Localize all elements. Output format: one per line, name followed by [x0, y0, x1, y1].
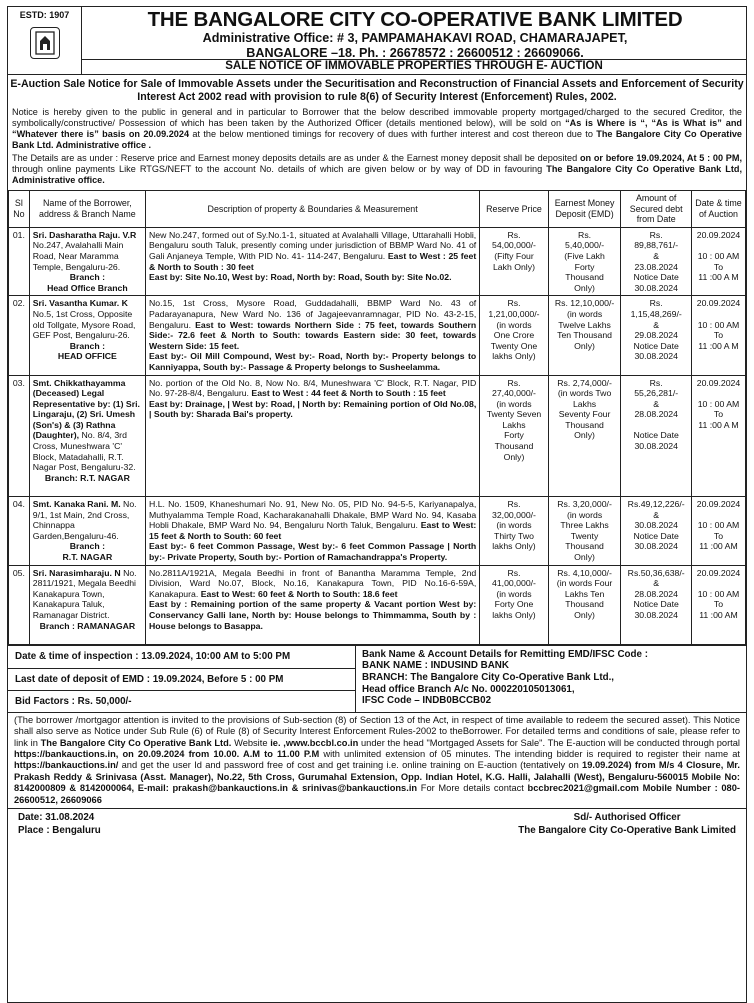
- cell-borrower: [29, 497, 145, 566]
- bank-details-title: Bank Name & Account Details for Remitting EMD/IFSC Code :: [362, 648, 648, 660]
- emd-line: Lakhs: [572, 398, 597, 409]
- auction-line: 11 :00 A M: [698, 272, 739, 283]
- bid-factors: Bid Factors : Rs. 50,000/-: [8, 690, 355, 712]
- auction-line: 20.09.2024: [696, 499, 741, 510]
- auction-line: [695, 309, 742, 320]
- footer-date: Date: 31.08.2024: [18, 812, 95, 823]
- branch-name: [33, 631, 142, 642]
- reserve-line: Rs.: [507, 567, 521, 578]
- auction-line: 11 :00 A M: [698, 340, 739, 351]
- emd-line: (in words: [566, 509, 603, 520]
- header-reserve: Reserve Price: [480, 191, 549, 228]
- secured-line: 89,88,761/-: [634, 240, 679, 251]
- intro-bold: The Bangalore City Co Operative Bank Ltd. Administrative office .: [12, 129, 743, 150]
- emd-line: Only): [574, 552, 595, 562]
- property-boundaries: East by:- 6 feet Common Passage, West by:- 6 feet Common Passage | North by:- Private Property, South by:- Portion of Ramachandrappa's Property.: [149, 541, 477, 562]
- reserve-line: Twenty Seven: [486, 409, 542, 420]
- subtitle: E-Auction Sale Notice for Sale of Immovable Assets under the Securitisation and Reconstruction of Financial Assets and Enforcement of Security Interest Act 2002 read with provision to rule 8(6) of Security Interest (Enforcement) Rules, 2002.: [10, 78, 744, 103]
- cell-reserve-price: [480, 296, 549, 375]
- emd-line: Ten Thousand: [557, 330, 613, 341]
- cell-borrower: [29, 375, 145, 497]
- cell-emd: [548, 227, 621, 296]
- auction-line: [695, 240, 742, 251]
- emd-line: Rs. 12,10,000/-: [554, 298, 615, 309]
- cell-secured-debt: [621, 375, 692, 497]
- cell-emd: [548, 296, 621, 375]
- reserve-line: (in words: [496, 398, 532, 409]
- note-text: under the head "Mortgaged Assets for Sale". The E-auction will be conducted through portal: [358, 737, 740, 748]
- property-boundaries: East by: Site No.10, West by: Road, North by: Road, South by: Site No.02.: [149, 272, 452, 283]
- property-measurement: East to West : 44 feet & North to South : 15 feet: [251, 388, 446, 399]
- reserve-line: lakhs Only): [492, 609, 536, 620]
- property-boundaries: East by: Drainage, | West by: Road, | North by: Remaining portion of Old No.08, | South by: Sharada Bai's property.: [149, 398, 477, 420]
- auction-line: To: [713, 261, 724, 272]
- branch-label: Branch : RAMANAGAR: [39, 620, 136, 631]
- borrower-name: Sri. Vasantha Kumar. K: [32, 298, 128, 309]
- property-description: No. portion of the Old No. 8, Now No. 8/4, Muneshwara 'C' Block, R.T. Nagar, PID No. 97-28-8/4, Bengaluru.: [149, 377, 477, 399]
- auction-line: 10 : 00 AM: [697, 520, 740, 531]
- cell-sl: 05.: [9, 565, 30, 644]
- emd-line: (Five Lakh: [564, 250, 605, 261]
- secured-line: Notice Date: [633, 599, 679, 610]
- secured-line: Notice Date: [633, 430, 679, 441]
- cell-emd: [548, 565, 621, 644]
- note-text: (The borrower /mortgagor attention is invited to the provisions of Sub-section (8) of Section 13 of the Act, in respect of time available to redeem the secured asset). This Notice shall also serve as Notice under Sub Rule (6) of Rule (8) of Security Interest Enforcement Rules-2002 to theBorrower. For detailed terms and conditions of sale, please refer to link in: [14, 714, 740, 748]
- auction-line: 10 : 00 AM: [697, 250, 740, 261]
- reserve-line: 32,00,000/-: [492, 509, 536, 520]
- auction-line: 20.09.2024: [696, 377, 741, 388]
- property-description: H.L. No. 1509, Khaneshumari No. 91, New No. 05, PID No. 94-5-5, Kariyanapalya, Muthyalamma Temple Road, Kacharakanahalli Dhakale, BMP Ward No. 94, Kasaba Hobli Dhakale, BMP Ward No. 94, Bengaluru North Taluk, Bengaluru.: [149, 499, 477, 531]
- property-measurement: East to West: towards Northern Side : 75 feet, towards Southern Side:- 72.6 feet & North to South: towards Eastern side: 30 feet, towards Western Side: 15 feet.: [149, 319, 477, 351]
- table-row: [9, 497, 746, 566]
- note-bold: 19.09.2024) from M/s 4 Closure, Mr. Prakash Reddy & Srinivasa (Asst. Manager), No.22, 5th Cross, Gurumahal Extension, Opp. Indian Hotel, K.G. Halli, Jalahalli (West), Bengaluru-560015 Mobile No: 8142000809 & 8142000064, E-mail: prakash@bankauctions.in & srinivas@bankauctions.in: [14, 760, 740, 794]
- emd-line: Twenty: [570, 530, 599, 541]
- reserve-line: Thousand: [494, 441, 534, 452]
- secured-line: 30.08.2024: [634, 441, 678, 452]
- auction-line: [695, 510, 742, 521]
- cell-borrower: [29, 565, 145, 644]
- emd-line: Thousand: [565, 419, 604, 430]
- property-description: No.2811A/1921A, Megala Beedhi in front of Banantha Maramma Temple, 2nd Division, Ward No.07, Block, No.16, Kanakapura Town, PID No.16-6-59A, Kanakapura.: [149, 567, 477, 599]
- table-row: [9, 375, 746, 497]
- property-table: [8, 190, 746, 645]
- cell-secured-debt: [621, 497, 692, 566]
- branch-name: Head Office Branch: [47, 282, 128, 293]
- bank-details-section: [8, 645, 746, 712]
- cell-description: [146, 296, 480, 375]
- emd-line: Three Lakhs: [560, 520, 609, 531]
- bank-logo-icon: [30, 27, 60, 59]
- cell-reserve-price: [480, 375, 549, 497]
- secured-line: &: [653, 398, 660, 409]
- branch-label: Branch :: [69, 272, 105, 283]
- table-row: [9, 565, 746, 644]
- header-secured: Amount of Secured debt from Date: [621, 191, 692, 228]
- branch-label: Branch: R.T. NAGAR: [44, 472, 130, 483]
- emd-line: Forty: [574, 261, 595, 272]
- emd-line: Only): [574, 609, 595, 620]
- reserve-line: (in words: [496, 588, 532, 599]
- cell-borrower: [29, 296, 145, 375]
- cell-reserve-price: [480, 497, 549, 566]
- estd-label: ESTD: 1907: [19, 10, 70, 20]
- branch-name: [33, 483, 142, 494]
- cell-emd: [548, 497, 621, 566]
- cell-description: [146, 227, 480, 296]
- auction-line: To: [713, 409, 724, 420]
- intro-bold: The Bangalore City Co Operative Bank Ltd, Administrative office.: [12, 164, 743, 185]
- property-measurement: East to West: 15 feet & North to South: 60 feet: [149, 520, 477, 541]
- property-boundaries: East by:- Oil Mill Compound, West by:- Road, North by:- Property belongs to Kanniyappa, South by:- Passage & Property belongs to Susheelamma.: [149, 351, 477, 372]
- auction-line: To: [713, 599, 724, 610]
- reserve-line: Forty: [504, 430, 524, 441]
- header-auction: Date & time of Auction: [691, 191, 745, 228]
- emd-line: Thousand: [565, 599, 604, 610]
- emd-line: Only): [574, 282, 595, 293]
- note-text: For More details contact: [417, 783, 528, 794]
- cell-reserve-price: [480, 565, 549, 644]
- header-sl: Sl No: [9, 191, 30, 228]
- secured-line: &: [653, 509, 660, 520]
- reserve-line: lakhs Only): [492, 351, 536, 362]
- branch-label: Branch :: [69, 541, 105, 552]
- table-header-row: [9, 191, 746, 228]
- note-bold: The Bangalore City Co Operative Bank Ltd.: [40, 737, 232, 748]
- auction-line: To: [713, 530, 724, 541]
- borrower-address: No. 8/4, 3rd Cross, Muneshwara 'C' Block, Matadahalli, R.T. Nagar Post, Bengaluru-32.: [32, 430, 136, 473]
- emd-last-date: Last date of deposit of EMD : 19.09.2024, Before 5 : 00 PM: [8, 668, 355, 690]
- reserve-line: 1,21,00,000/-: [488, 308, 540, 319]
- branch-name: R.T. NAGAR: [62, 552, 113, 562]
- emd-line: Only): [574, 430, 595, 441]
- header: [8, 7, 746, 75]
- property-measurement: East to West: 60 feet & North to South: 18.6 feet: [200, 588, 398, 599]
- reserve-line: 41,00,000/-: [492, 578, 536, 589]
- secured-line: 1,15,48,269/-: [630, 308, 682, 319]
- intro-text: through online payments Like RTGS/NEFT to the account No. details of which are given below or by way of DD in favouring: [12, 164, 547, 174]
- borrower-name: Sri. Narasimharaju. N: [32, 567, 121, 578]
- borrower-address: No. 9/1, 1st Main, 2nd Cross, Chinnappa Garden,Bengaluru-46.: [32, 499, 137, 541]
- emd-line: Rs. 4,10,000/-: [557, 567, 612, 578]
- secured-line: 29.08.2024: [634, 330, 678, 341]
- intro-paragraph-2: [8, 152, 746, 187]
- cell-description: [146, 497, 480, 566]
- reserve-line: Thirty Two: [494, 530, 534, 541]
- ifsc-line: IFSC Code – INDB0BCCB02: [362, 695, 492, 707]
- intro-bold: on or before 19.09.2024, At 5 : 00 PM,: [579, 153, 742, 163]
- reserve-line: Lakh Only): [492, 261, 535, 272]
- header-desc: Description of property & Boundaries & Measurement: [146, 191, 480, 228]
- secured-line: Notice Date: [633, 272, 679, 283]
- borrower-address: No.247, Avalahalli Main Road, Near Maramma Temple, Bengaluru-26.: [32, 240, 124, 272]
- portal-link[interactable]: https://bankauctions.in, on 20.09.2024 from 10.00. A.M to 11.00 P.M: [14, 748, 320, 759]
- intro-text: The Details are as under : Reserve price and Earnest money deposits details are as under & the Earnest money deposit shall be deposited: [12, 153, 580, 163]
- emd-line: Lakhs Ten: [564, 588, 605, 599]
- reserve-line: 54,00,000/-: [492, 240, 536, 251]
- emd-line: Only): [574, 340, 595, 351]
- cell-sl: 01.: [9, 227, 30, 296]
- table-row: [9, 227, 746, 296]
- secured-line: 23.08.2024: [634, 261, 678, 272]
- cell-sl: 03.: [9, 375, 30, 497]
- reserve-line: 27,40,000/-: [492, 388, 536, 399]
- secured-line: Rs.: [649, 377, 663, 388]
- borrower-name: Sri. Dasharatha Raju. V.R: [32, 229, 137, 240]
- cell-auction-time: [691, 565, 745, 644]
- secured-line: 28.08.2024: [634, 409, 678, 420]
- address-line-2: BANGALORE –18. Ph. : 26678572 : 26600512 : 26609066.: [246, 46, 584, 60]
- secured-line: 30.08.2024: [634, 541, 678, 552]
- emd-line: Rs. 3,20,000/-: [557, 499, 612, 510]
- header-emd: Earnest Money Deposit (EMD): [548, 191, 621, 228]
- secured-line: Rs.49,12,226/-: [627, 499, 685, 510]
- reserve-line: (in words: [496, 319, 532, 330]
- reserve-line: Rs.: [507, 499, 521, 510]
- secured-line: &: [653, 250, 660, 261]
- cell-description: [146, 375, 480, 497]
- auction-line: To: [713, 330, 724, 341]
- secured-line: Rs.50,36,638/-: [627, 567, 685, 578]
- sale-title: SALE NOTICE OF IMMOVABLE PROPERTIES THROUGH E- AUCTION: [82, 59, 746, 74]
- property-measurement: East to West : 25 feet & North to South : 30 feet: [149, 250, 477, 272]
- reserve-line: Rs.: [507, 229, 521, 240]
- auction-line: 20.09.2024: [696, 298, 741, 309]
- auction-line: [695, 388, 742, 399]
- secured-line: Notice Date: [633, 530, 679, 541]
- signature-line: Sd/- Authorised Officer: [573, 812, 681, 823]
- property-description: New No.247, formed out of Sy.No.1-1, situated at Avalahalli Village, Uttarahalli Hobli, Bengaluru south Taluk, presently coming under jurisdiction of BBMP Ward No. 41 of Gali Anjaneya Temple, With PID No. 41- 114-247, Bengaluru.: [149, 229, 477, 261]
- cell-auction-time: [691, 227, 745, 296]
- emd-line: Seventy Four: [558, 409, 611, 420]
- cell-emd: [548, 375, 621, 497]
- reserve-line: One Crore: [493, 330, 535, 341]
- intro-text: Notice is hereby given to the public in general and in particular to Borrower that the below described immovable property mortgaged/charged to the secured Creditor, the symbolically/constructive/ Possession of which has been taken by the Authorized Officer (details mentioned below), will be sold on: [12, 107, 742, 128]
- emd-line: Thousand: [565, 541, 604, 552]
- bank-name: THE BANGALORE CITY CO-OPERATIVE BANK LIMITED: [147, 8, 683, 31]
- emd-line: Rs. 2,74,000/-: [557, 377, 612, 388]
- footer-org: The Bangalore City Co-Operative Bank Limited: [518, 824, 736, 836]
- footer: [8, 808, 746, 840]
- header-name: Name of the Borrower, address & Branch Name: [29, 191, 145, 228]
- cell-secured-debt: [621, 296, 692, 375]
- secured-line: 30.08.2024: [634, 351, 678, 362]
- secured-line: [624, 420, 688, 431]
- reserve-line: Rs.: [507, 298, 521, 309]
- cell-secured-debt: [621, 565, 692, 644]
- address-line-1: Administrative Office: # 3, PAMPAMAHAKAVI ROAD, CHAMARAJAPET,: [202, 31, 628, 45]
- note-text: Website: [231, 737, 271, 748]
- emd-line: Rs.: [578, 229, 592, 240]
- emd-line: Twelve Lakhs: [558, 319, 611, 330]
- emd-line: (in words Four: [556, 578, 613, 589]
- auction-line: 11 :00 AM: [699, 609, 738, 620]
- note-text: and get the user Id and password free of cost and get training i.e. online training on E-auction (tentatively on: [118, 760, 583, 771]
- contact-email[interactable]: bccbrec2021@gmail.com Mobile Number : 080-26600512, 26609066: [14, 783, 740, 805]
- secured-line: Notice Date: [633, 340, 679, 351]
- borrower-name: Smt. Chikkathayamma (Deceased) Legal Representative by: (1) Sri. Lingaraju, (2) Sri. Umesh (Son's) & (3) Rathna (Daughter),: [32, 377, 140, 441]
- cell-auction-time: [691, 375, 745, 497]
- terms-note: [8, 712, 746, 808]
- secured-line: Rs.: [649, 229, 663, 240]
- cell-reserve-price: [480, 227, 549, 296]
- auction-line: 11 :00 AM: [699, 541, 738, 552]
- reserve-line: lakhs Only): [492, 541, 536, 552]
- emd-line: Thousand: [565, 272, 604, 283]
- emd-line: 5,40,000/-: [565, 240, 605, 251]
- secured-line: Rs.: [649, 298, 663, 309]
- cell-sl: 02.: [9, 296, 30, 375]
- reserve-line: (in words: [496, 520, 532, 531]
- reserve-line: (Fifty Four: [494, 250, 534, 261]
- borrower-address: No.5, 1st Cross, Opposite old Tollgate, Mysore Road, GEF Post, Bengaluru-26.: [32, 308, 136, 341]
- reserve-line: Only): [503, 451, 525, 462]
- intro-text: at the below mentioned timings for recovery of dues with further interest and cost thereon due to: [189, 129, 597, 139]
- secured-line: 28.08.2024: [634, 588, 678, 599]
- secured-line: 30.08.2024: [634, 520, 678, 531]
- auction-line: 20.09.2024: [696, 229, 741, 240]
- intro-bold: “As is Where is “, “As is What is” and “Whatever there is” basis on 20.09.2024: [12, 118, 742, 139]
- auction-line: 10 : 00 AM: [697, 319, 740, 330]
- reserve-line: Forty One: [494, 599, 534, 610]
- emd-line: (in words Two: [557, 388, 612, 399]
- secured-line: 30.08.2024: [634, 282, 678, 293]
- estd-box: [8, 7, 82, 75]
- auction-line: 20.09.2024: [696, 567, 741, 578]
- cell-description: [146, 565, 480, 644]
- note-text: with unlimited extension of 05 minutes. The intending bidder is required to register their name at: [319, 748, 740, 759]
- footer-place: Place : Bengaluru: [18, 824, 101, 836]
- branch-label: Branch :: [69, 340, 105, 351]
- property-description: No.15, 1st Cross, Mysore Road, Guddadahalli, BBMP Ward No. 43 of Padarayanapura, New Ward No. 136 of Jagajeevanramnagar, PID No. 43-2-15, Bengaluru.: [149, 298, 477, 330]
- website-link[interactable]: ie. ,www.bccbl.co.in: [270, 737, 359, 748]
- account-line: Head office Branch A/c No. 000220105013061,: [362, 683, 575, 695]
- branch-line: BRANCH: The Bangalore City Co-Operative Bank Ltd.,: [362, 671, 615, 683]
- register-link[interactable]: https://bankauctions.in/: [14, 760, 119, 771]
- table-row: [9, 296, 746, 375]
- emd-line: (in words: [566, 308, 603, 319]
- auction-line: 11 :00 A M: [698, 419, 739, 430]
- reserve-line: Twenty One: [490, 340, 538, 351]
- secured-line: 55,26,281/-: [634, 388, 679, 399]
- property-boundaries: East by : Remaining portion of the same property & Vacant portion West by: Conservancy Galli lane, North by: House belongs to Thimmamma, South by : House belongs to Basappa.: [149, 599, 477, 631]
- auction-line: 10 : 00 AM: [697, 398, 740, 409]
- secured-line: &: [653, 578, 660, 589]
- cell-sl: 04.: [9, 497, 30, 566]
- cell-auction-time: [691, 497, 745, 566]
- branch-name: HEAD OFFICE: [57, 351, 117, 362]
- auction-line: 10 : 00 AM: [697, 588, 740, 599]
- reserve-line: Lakhs: [502, 419, 526, 430]
- borrower-address: No. 2811/1921, Megala Beedhi Kanakapura Town, Kanakapura Taluk, Ramanagar District.: [32, 567, 137, 620]
- secured-line: &: [653, 319, 660, 330]
- inspection-time: Date & time of inspection : 13.09.2024, 10:00 AM to 5:00 PM: [15, 650, 291, 662]
- borrower-name: Smt. Kanaka Rani. M.: [32, 499, 121, 510]
- cell-secured-debt: [621, 227, 692, 296]
- notice-sheet: [7, 6, 747, 1003]
- auction-line: [695, 578, 742, 589]
- cell-borrower: [29, 227, 145, 296]
- bank-name-line: BANK NAME : INDUSIND BANK: [362, 660, 509, 672]
- cell-auction-time: [691, 296, 745, 375]
- intro-paragraph-1: [8, 106, 746, 152]
- secured-line: 30.08.2024: [634, 609, 678, 620]
- reserve-line: Rs.: [507, 377, 521, 388]
